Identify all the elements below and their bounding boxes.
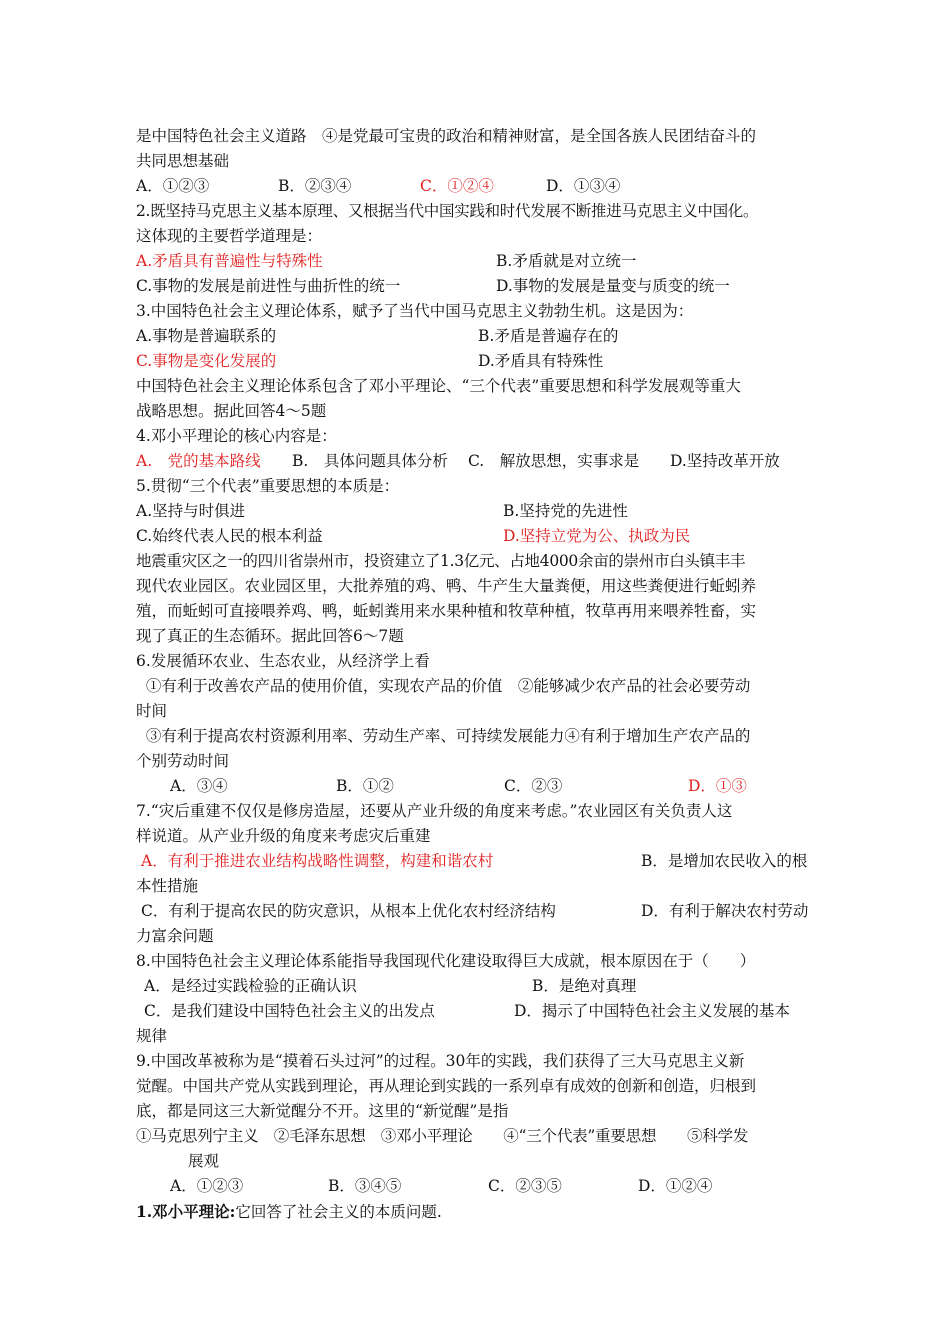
q6-stem: 6.发展循环农业、生态农业，从经济学上看 [136, 652, 430, 670]
q4-option-c: C. 解放思想，实事求是 [468, 452, 640, 470]
intro-6-7-cont: 现了真正的生态循环。据此回答6～7题 [136, 627, 404, 645]
q2-option-b: B.矛盾就是对立统一 [496, 252, 637, 270]
q4-stem: 4.邓小平理论的核心内容是： [136, 427, 337, 445]
q3-option-d: D.矛盾具有特殊性 [478, 352, 604, 370]
q6-option-c: C．②③ [504, 777, 563, 795]
q7-option-d: D．有利于解决农村劳动 [641, 902, 809, 920]
q4-options [136, 449, 826, 474]
q3-options-ab [136, 324, 826, 349]
intro-4-5: 中国特色社会主义理论体系包含了邓小平理论、“三个代表”重要思想和科学发展观等重大 [136, 377, 741, 395]
q6-statement: ①有利于改善农产品的使用价值，实现农产品的价值 ②能够减少农产品的社会必要劳动 [136, 677, 751, 695]
q3-option-a: A.事物是普遍联系的 [136, 327, 277, 345]
q8-options-cd [136, 999, 826, 1024]
q8-options-ab [136, 974, 826, 999]
q9-option-d: D．①②④ [638, 1177, 713, 1195]
q6-statement: ③有利于提高农村资源利用率、劳动生产率、可持续发展能力④有利于增加生产农产品的 [136, 727, 751, 745]
q5-options-cd [136, 524, 826, 549]
text-line: 是中国特色社会主义道路 ④是党最可宝贵的政治和精神财富，是全国各族人民团结奋斗的 [136, 127, 757, 145]
q6-option-a: A．③④ [170, 777, 228, 795]
q8-option-c: C．是我们建设中国特色社会主义的出发点 [144, 1002, 435, 1020]
q2-stem-cont: 这体现的主要哲学道理是： [136, 227, 323, 245]
q5-option-c: C.始终代表人民的根本利益 [136, 527, 323, 545]
q4-option-d: D.坚持改革开放 [670, 452, 780, 470]
q2-option-d: D.事物的发展是量变与质变的统一 [496, 277, 730, 295]
q5-options-ab [136, 499, 826, 524]
q8-option-a: A．是经过实践检验的正确认识 [144, 977, 357, 995]
q7-options-ab [136, 849, 826, 874]
q3-options-cd [136, 349, 826, 374]
q4-option-b: B. 具体问题具体分析 [292, 452, 448, 470]
q1-options [136, 174, 826, 199]
q3-stem: 3.中国特色社会主义理论体系，赋予了当代中国马克思主义勃勃生机。这是因为： [136, 302, 694, 320]
q9-stem-cont: 觉醒。中国共产党从实践到理论，再从理论到实践的一系列卓有成效的创新和创造，归根到 [136, 1077, 757, 1095]
q7-options-cd [136, 899, 826, 924]
q2-option-a-answer: A.矛盾具有普遍性与特殊性 [136, 252, 323, 270]
q9-option-a: A．①②③ [170, 1177, 244, 1195]
q9-statements: ①马克思列宁主义 ②毛泽东思想 ③邓小平理论 ④“三个代表”重要思想 ⑤科学发 [136, 1127, 749, 1145]
q9-statements-cont: 展观 [188, 1152, 220, 1170]
q6-option-b: B．①② [336, 777, 394, 795]
q6-options [136, 774, 826, 799]
q2-option-c: C.事物的发展是前进性与曲折性的统一 [136, 277, 401, 295]
q7-option-b: B．是增加农民收入的根 [641, 852, 808, 870]
intro-4-5-cont: 战略思想。据此回答4～5题 [136, 402, 327, 420]
intro-6-7: 地震重灾区之一的四川省崇州市，投资建立了1.3亿元、占地4000余亩的崇州市白头镇丰丰 [136, 552, 746, 570]
q9-options [136, 1174, 826, 1199]
q8-option-b: B．是绝对真理 [532, 977, 637, 995]
summary-heading: 1.邓小平理论: [136, 1202, 236, 1221]
q5-option-b: B.坚持党的先进性 [503, 502, 628, 520]
q8-option-d: D．揭示了中国特色社会主义发展的基本 [514, 1002, 790, 1020]
q1-option-d: D．①③④ [546, 177, 621, 195]
q2-stem: 2.既坚持马克思主义基本原理、又根据当代中国实践和时代发展不断推进马克思主义中国化。 [136, 202, 759, 220]
q9-stem: 9.中国改革被称为是“摸着石头过河”的过程。30年的实践，我们获得了三大马克思主义新 [136, 1052, 745, 1070]
q6-option-d-answer: D．①③ [688, 777, 747, 795]
q3-option-c-answer: C.事物是变化发展的 [136, 352, 277, 370]
q9-stem-cont: 底，都是同这三大新觉醒分不开。这里的“新觉醒”是指 [136, 1102, 509, 1120]
q7-stem: 7.“灾后重建不仅仅是修房造屋，还要从产业升级的角度来考虑。”农业园区有关负责人这 [136, 802, 733, 820]
q6-statement-cont: 个别劳动时间 [136, 752, 230, 770]
q8-option-d-cont: 规律 [136, 1027, 168, 1045]
q5-stem: 5.贯彻“三个代表”重要思想的本质是： [136, 477, 400, 495]
q7-option-d-cont: 力富余问题 [136, 927, 214, 945]
summary-line [136, 1199, 826, 1224]
q7-option-b-cont: 本性措施 [136, 877, 199, 895]
q6-statement-cont: 时间 [136, 702, 168, 720]
text-line: 共同思想基础 [136, 152, 230, 170]
q7-stem-cont: 样说道。从产业升级的角度来考虑灾后重建 [136, 827, 431, 845]
q9-option-c: C．②③⑤ [488, 1177, 562, 1195]
q5-option-d-answer: D.坚持立党为公、执政为民 [503, 527, 691, 545]
intro-6-7-cont: 现代农业园区。农业园区里，大批养殖的鸡、鸭、牛产生大量粪便，用这些粪便进行蚯蚓养 [136, 577, 757, 595]
summary-text: 它回答了社会主义的本质问题. [235, 1203, 442, 1221]
q2-options-cd [136, 274, 826, 299]
q7-option-a-answer: A．有利于推进农业结构战略性调整，构建和谐农村 [141, 852, 494, 870]
intro-6-7-cont: 殖，而蚯蚓可直接喂养鸡、鸭，蚯蚓粪用来水果种植和牧草种植，牧草再用来喂养牲畜，实 [136, 602, 757, 620]
q3-option-b: B.矛盾是普遍存在的 [478, 327, 619, 345]
q4-option-a-answer: A. 党的基本路线 [136, 452, 261, 470]
q5-option-a: A.坚持与时俱进 [136, 502, 246, 520]
q2-options-ab [136, 249, 826, 274]
q1-option-b: B．②③④ [278, 177, 352, 195]
q9-option-b: B．③④⑤ [328, 1177, 402, 1195]
q1-option-c-answer: C．①②④ [420, 177, 494, 195]
q1-option-a: A．①②③ [136, 177, 210, 195]
q7-option-c: C．有利于提高农民的防灾意识，从根本上优化农村经济结构 [141, 902, 556, 920]
q8-stem: 8.中国特色社会主义理论体系能指导我国现代化建设取得巨大成就，根本原因在于（ ） [136, 952, 756, 970]
document-content [136, 124, 826, 1224]
